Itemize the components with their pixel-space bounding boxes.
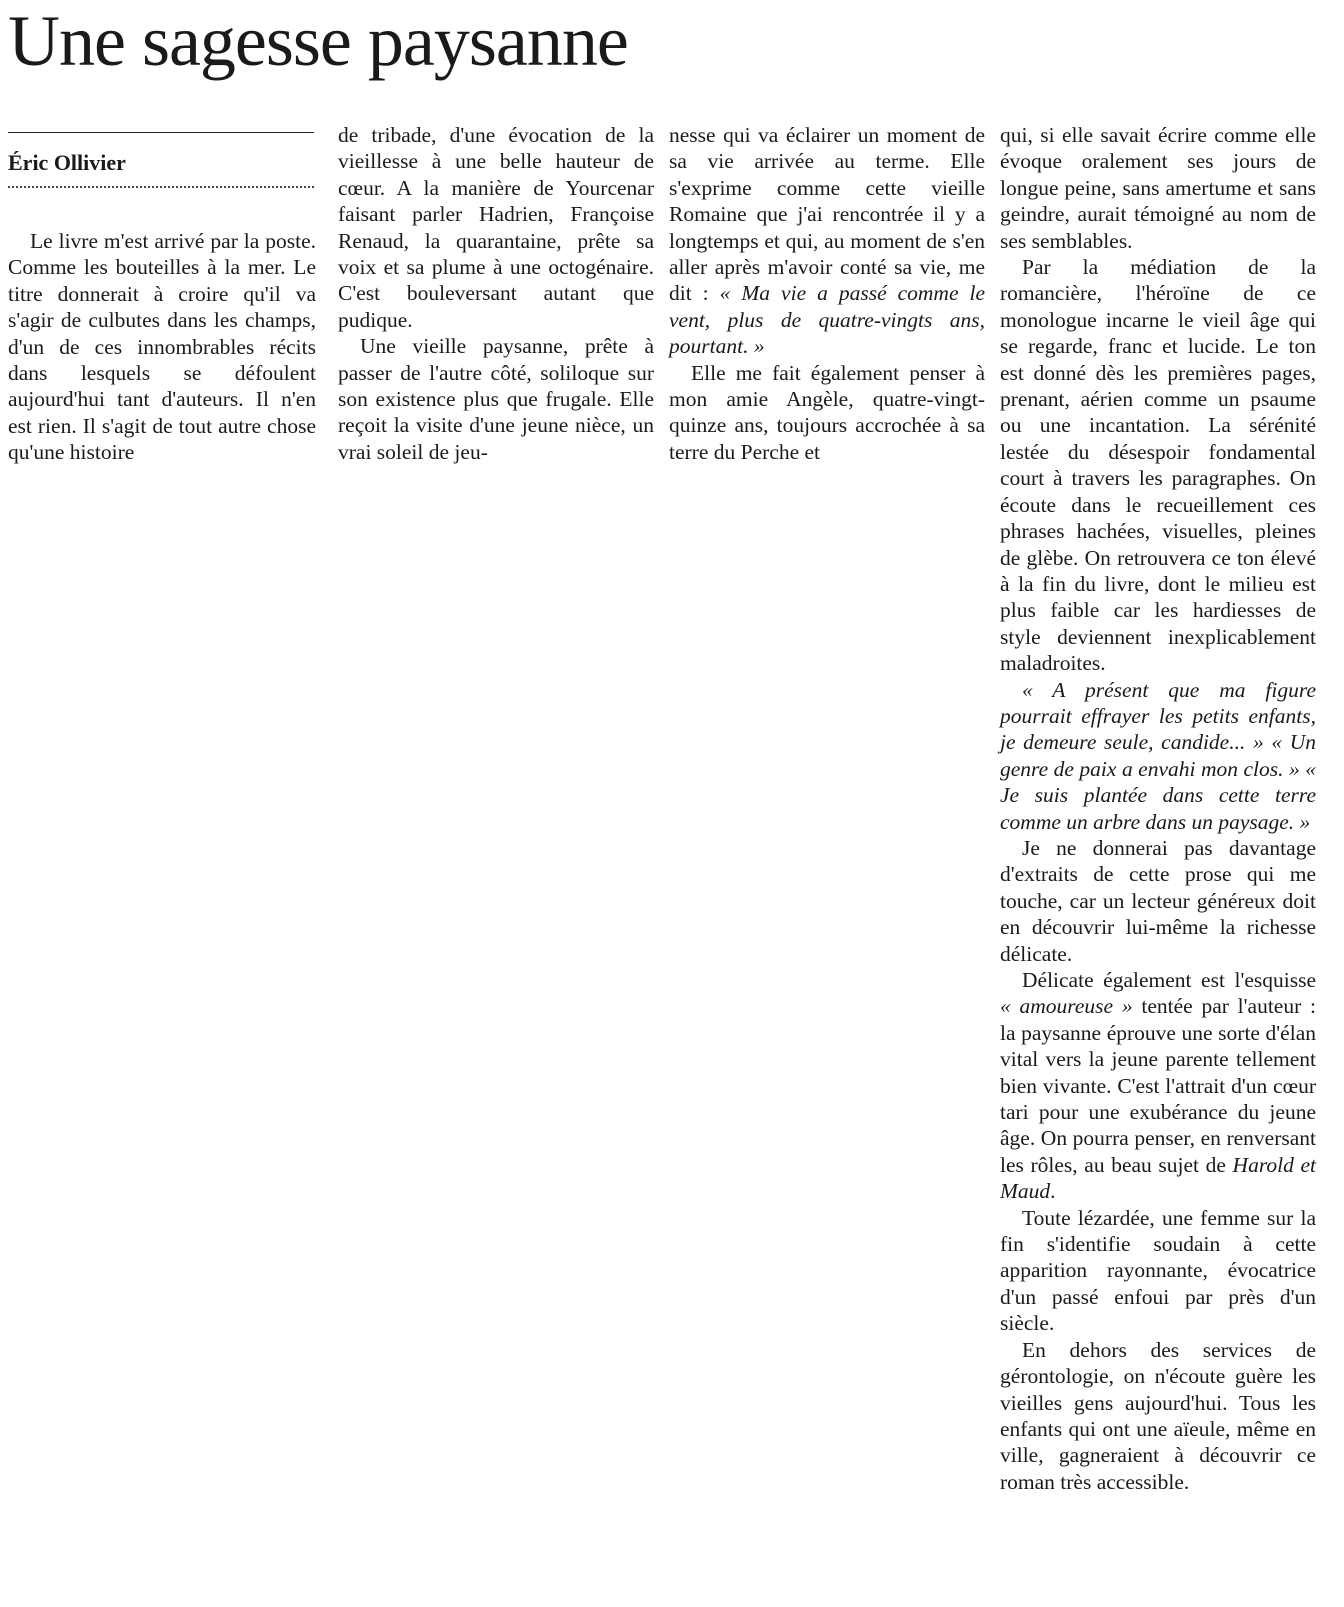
text-column-3 (669, 122, 985, 465)
quote-paragraph (1000, 677, 1316, 835)
block-quote: « A présent que ma figure pourrait effrayer les petits enfants, je demeure seule, candide... » « Un genre de paix a envahi mon clos. » « Je suis plantée dans cette terre comme un arbre dans un paysage. » (1000, 677, 1316, 834)
paragraph-continued: de tribade, d'une évocation de la vieillesse à une belle hauteur de cœur. A la manière de Yourcenar faisant parler Hadrien, Françoise Renaud, la quarantaine, prête sa voix et sa plume à une octogénaire. C'est bouleversant autant que pudique. (338, 123, 654, 332)
paragraph (1000, 967, 1316, 1205)
inline-quote: « Ma vie a passé comme le vent, plus de quatre-vingts ans, pourtant. » (669, 281, 985, 359)
byline-dotted-rule (8, 186, 314, 188)
inline-quote: « amoureuse » (1000, 994, 1133, 1019)
byline-top-rule (8, 132, 314, 133)
paragraph: Le livre m'est arrivé par la poste. Comme les bouteilles à la mer. Le titre donnerait à croire qu'il va s'agir de culbutes dans les champs, d'un de ces innombrables récits dans lesquels se défoulent aujourd'hui tant d'auteurs. Il n'en est rien. Il s'agit de tout autre chose qu'une histoire (8, 229, 316, 465)
paragraph-text: tentée par l'auteur : la paysanne éprouve une sorte d'élan vital vers la jeune parente tellement bien vivante. C'est l'attrait d'un cœur tari pour une exubérance du jeune âge. On pourra penser, en renversant les rôles, au beau sujet de (1000, 994, 1316, 1177)
article-headline: Une sagesse paysanne (8, 1, 628, 81)
text-column-4 (1000, 122, 1316, 1495)
text-column-2 (338, 122, 654, 465)
paragraph: Une vieille paysanne, prête à passer de l'autre côté, soliloque sur son existence plus que frugale. Elle reçoit la visite d'une jeune nièce, un vrai soleil de jeu- (338, 334, 654, 464)
paragraph: Par la médiation de la romancière, l'héroïne de ce monologue incarne le vieil âge qui se regarde, franc et lucide. Le ton est donné dès les premières pages, prenant, aérien comme un psaume ou une incantation. La sérénité lestée du désespoir fondamental court à travers les paragraphes. On écoute dans le recueillement ces phrases hachées, visuelles, pleines de glèbe. On retrouvera ce ton élevé à la fin du livre, dont le milieu est plus faible car les hardiesses de style deviennent inexplicablement maladroites. (1000, 255, 1316, 676)
paragraph-text: nesse qui va éclairer un moment de sa vie arrivée au terme. Elle s'exprime comme cette vieille Romaine que j'ai rencontrée il y a longtemps et qui, au moment de s'en aller après m'avoir conté sa vie, me dit : (669, 123, 985, 306)
paragraph: Toute lézardée, une femme sur la fin s'identifie soudain à cette apparition rayonnante, évocatrice d'un passé enfoui par près d'un siècle. (1000, 1205, 1316, 1336)
paragraph-text: Délicate également est l'esquisse (1022, 968, 1316, 992)
paragraph-continued: qui, si elle savait écrire comme elle évoque oralement ses jours de longue peine, sans amertume et sans geindre, aurait témoigné au nom de ses semblables. (1000, 123, 1316, 253)
paragraph-continued (669, 122, 985, 360)
paragraph: En dehors des services de gérontologie, on n'écoute guère les vieilles gens aujourd'hui. Tous les enfants qui ont une aïeule, même en ville, gagneraient à découvrir ce roman très accessible. (1000, 1337, 1316, 1494)
author-byline: Éric Ollivier (8, 150, 126, 175)
paragraph-text: . (1050, 1179, 1056, 1204)
text-column-1 (8, 228, 316, 466)
paragraph: Elle me fait également penser à mon amie Angèle, quatre-vingt-quinze ans, toujours accrochée à sa terre du Perche et (669, 360, 985, 464)
paragraph: Je ne donnerai pas davantage d'extraits de cette prose qui me touche, car un lecteur généreux doit en découvrir lui-même la richesse délicate. (1000, 835, 1316, 966)
film-title: Harold et Maud (1000, 1152, 1317, 1204)
